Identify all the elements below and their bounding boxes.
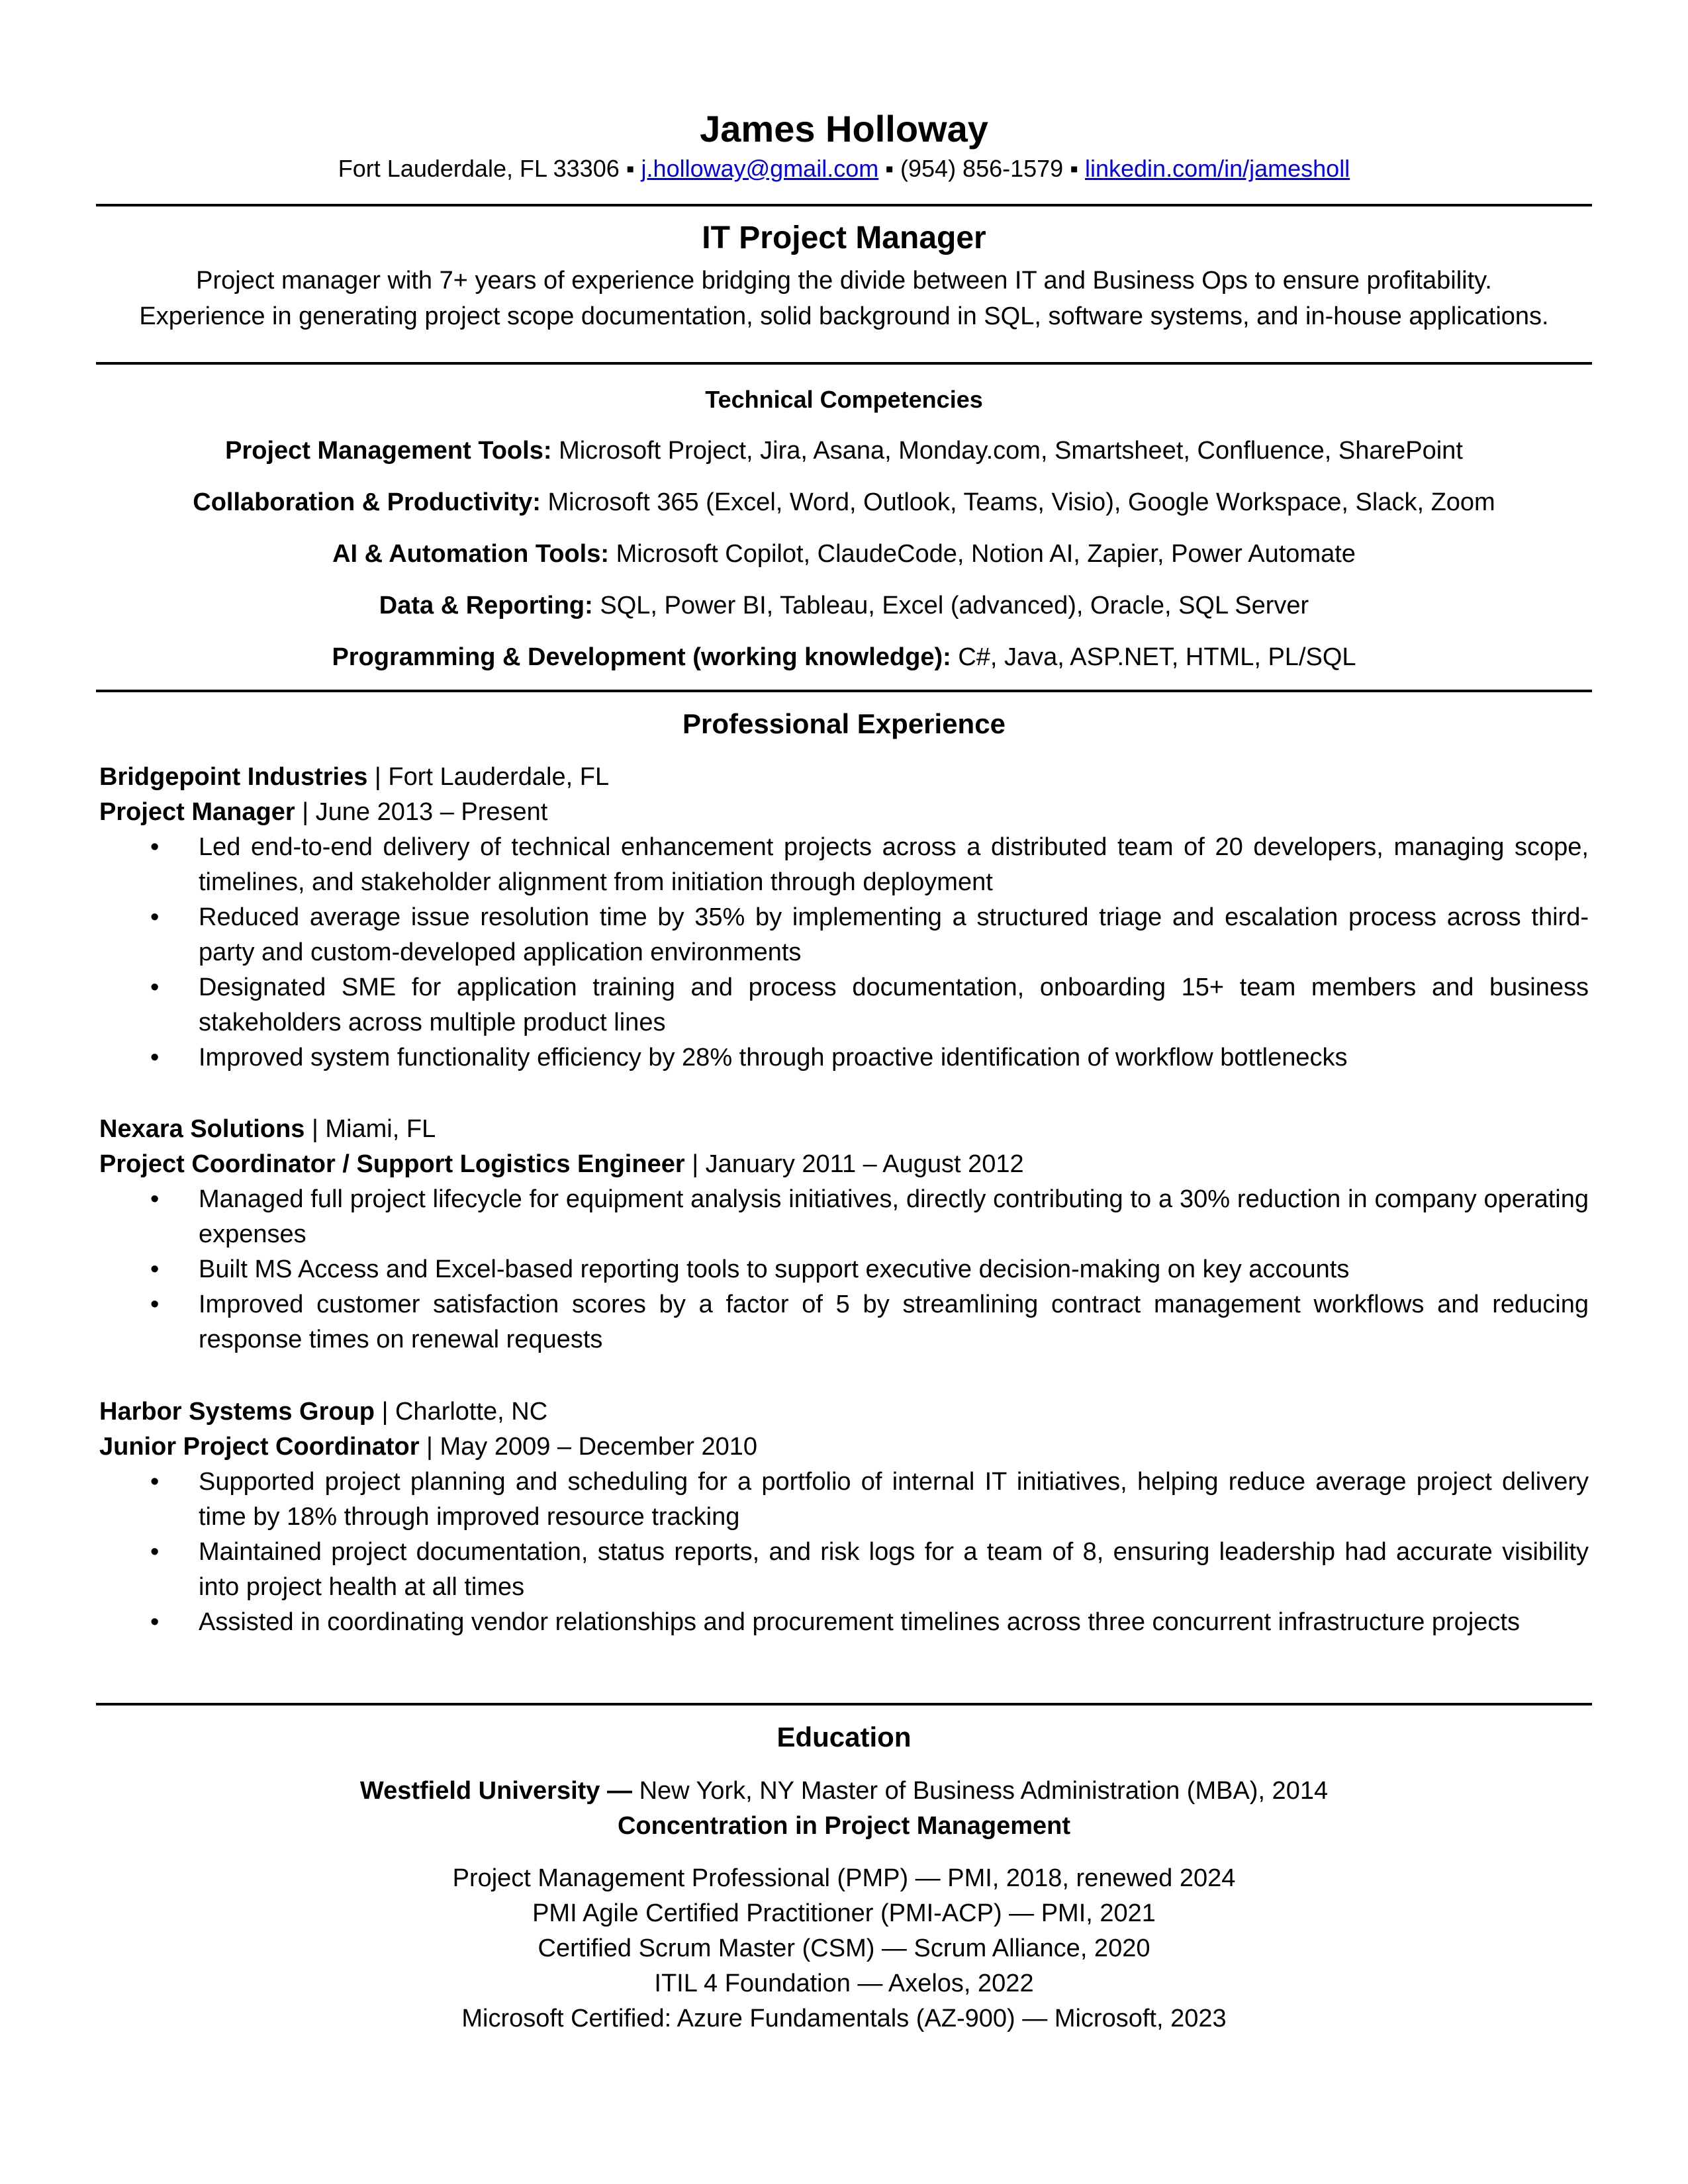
concentration-line: Concentration in Project Management xyxy=(617,1812,1071,1840)
competency-value: Microsoft Project, Jira, Asana, Monday.com, Smartsheet, Confluence, SharePoint xyxy=(559,437,1463,465)
competency-row xyxy=(96,587,1592,624)
bullet-item: • Assisted in coordinating vendor relationships and procurement timelines across three concurrent infrastructure projects xyxy=(99,1605,1589,1640)
company-name: Nexara Solutions xyxy=(99,1115,305,1143)
company-line xyxy=(99,760,1589,795)
bullet-icon: • xyxy=(150,1255,160,1283)
phone-text: (954) 856-1579 xyxy=(900,155,1064,182)
bullet-list xyxy=(99,1182,1589,1357)
role-dates: | January 2011 – August 2012 xyxy=(692,1150,1024,1178)
role-line xyxy=(99,1430,1589,1465)
competency-row xyxy=(96,432,1592,469)
competency-value: Microsoft Copilot, ClaudeCode, Notion AI, Zapier, Power Automate xyxy=(616,540,1356,568)
competency-row xyxy=(96,639,1592,676)
bullet-list xyxy=(99,1465,1589,1640)
bullet-item: • Reduced average issue resolution time by 35% by implementing a structured triage and escalation process across third-party and custom-developed application environments xyxy=(99,900,1589,970)
linkedin-link[interactable]: linkedin.com/in/jamesholl xyxy=(1085,155,1350,182)
competency-label: Project Management Tools: xyxy=(225,437,552,465)
separator-icon: ▪ xyxy=(626,155,635,182)
competencies-heading: Technical Competencies xyxy=(705,386,983,413)
bullet-icon: • xyxy=(150,1185,160,1213)
experience-heading: Professional Experience xyxy=(682,708,1006,739)
competency-label: Programming & Development (working knowledge): xyxy=(332,643,951,671)
bullet-item: • Improved system functionality efficiency by 28% through proactive identification of workflow bottlenecks xyxy=(99,1040,1589,1075)
bullet-icon: • xyxy=(150,1468,160,1496)
certification-item: PMI Agile Certified Practitioner (PMI-ACP) — PMI, 2021 xyxy=(532,1899,1156,1927)
competency-row xyxy=(96,535,1592,572)
bullet-item: • Designated SME for application training and process documentation, onboarding 15+ team members and business stakeholders across multiple product lines xyxy=(99,970,1589,1040)
bullet-icon: • xyxy=(150,1291,160,1318)
divider xyxy=(96,362,1592,365)
bullet-icon: • xyxy=(150,1608,160,1636)
separator-icon: ▪ xyxy=(885,155,894,182)
competency-label: Data & Reporting: xyxy=(379,592,593,619)
company-location: | Miami, FL xyxy=(311,1115,436,1143)
bullet-item: • Led end-to-end delivery of technical enhancement projects across a distributed team of 20 developers, managing scope, timelines, and stakeholder alignment from initiation through deployment xyxy=(99,830,1589,900)
company-location: | Charlotte, NC xyxy=(381,1398,548,1426)
bullet-list xyxy=(99,830,1589,1075)
certification-item: Microsoft Certified: Azure Fundamentals (AZ-900) — Microsoft, 2023 xyxy=(461,2005,1227,2032)
candidate-name: James Holloway xyxy=(700,108,988,150)
bullet-item: • Built MS Access and Excel-based reporting tools to support executive decision-making on key accounts xyxy=(99,1252,1589,1287)
divider xyxy=(96,204,1592,206)
bullet-item: • Maintained project documentation, status reports, and risk logs for a team of 8, ensuring leadership had accurate visibility into project health at all times xyxy=(99,1535,1589,1605)
competency-label: Collaboration & Productivity: xyxy=(193,488,541,516)
company-location: | Fort Lauderdale, FL xyxy=(374,763,610,791)
bullet-icon: • xyxy=(150,903,160,931)
competency-value: C#, Java, ASP.NET, HTML, PL/SQL xyxy=(958,643,1356,671)
competency-value: Microsoft 365 (Excel, Word, Outlook, Teams, Visio), Google Workspace, Slack, Zoom xyxy=(547,488,1495,516)
company-name: Harbor Systems Group xyxy=(99,1398,375,1426)
company-name: Bridgepoint Industries xyxy=(99,763,368,791)
role-title: Project Manager xyxy=(99,798,295,826)
divider xyxy=(96,1703,1592,1706)
bullet-icon: • xyxy=(150,974,160,1001)
company-line xyxy=(99,1394,1589,1430)
bullet-item: • Managed full project lifecycle for equipment analysis initiatives, directly contributing to a 30% reduction in company operating expenses xyxy=(99,1182,1589,1252)
certification-item: Project Management Professional (PMP) — PMI, 2018, renewed 2024 xyxy=(452,1864,1236,1892)
summary-line: Experience in generating project scope documentation, solid background in SQL, software systems, and in-house applications. xyxy=(139,302,1549,330)
education-heading: Education xyxy=(776,1721,912,1752)
competency-row xyxy=(96,484,1592,521)
role-dates: | June 2013 – Present xyxy=(302,798,548,826)
competency-label: AI & Automation Tools: xyxy=(332,540,610,568)
job-title-heading: IT Project Manager xyxy=(702,220,986,255)
address-text: Fort Lauderdale, FL 33306 xyxy=(338,155,620,182)
contact-line xyxy=(96,151,1592,187)
role-dates: | May 2009 – December 2010 xyxy=(426,1433,757,1461)
job-entry xyxy=(99,1112,1589,1357)
certification-item: Certified Scrum Master (CSM) — Scrum Alliance, 2020 xyxy=(538,1934,1150,1962)
bullet-icon: • xyxy=(150,1044,160,1071)
bullet-item: • Improved customer satisfaction scores by a factor of 5 by streamlining contract management workflows and reducing response times on renewal requests xyxy=(99,1287,1589,1357)
summary-line: Project manager with 7+ years of experience bridging the divide between IT and Business Ops to ensure profitability. xyxy=(196,267,1492,295)
email-link[interactable]: j.holloway@gmail.com xyxy=(641,155,879,182)
school-name: Westfield University — xyxy=(359,1777,632,1805)
degree-detail: New York, NY Master of Business Administration (MBA), 2014 xyxy=(639,1777,1329,1805)
job-entry xyxy=(99,760,1589,1075)
company-line xyxy=(99,1112,1589,1147)
bullet-icon: • xyxy=(150,1538,160,1566)
role-title: Junior Project Coordinator xyxy=(99,1433,420,1461)
certification-item: ITIL 4 Foundation — Axelos, 2022 xyxy=(654,1970,1034,1997)
role-title: Project Coordinator / Support Logistics Engineer xyxy=(99,1150,685,1178)
competency-value: SQL, Power BI, Tableau, Excel (advanced), Oracle, SQL Server xyxy=(600,592,1309,619)
divider xyxy=(96,690,1592,692)
bullet-item: • Supported project planning and scheduling for a portfolio of internal IT initiatives, helping reduce average project delivery time by 18% through improved resource tracking xyxy=(99,1465,1589,1535)
role-line xyxy=(99,795,1589,830)
separator-icon: ▪ xyxy=(1070,155,1078,182)
role-line xyxy=(99,1147,1589,1182)
bullet-icon: • xyxy=(150,833,160,861)
degree-line xyxy=(96,1774,1592,1809)
job-entry xyxy=(99,1394,1589,1640)
